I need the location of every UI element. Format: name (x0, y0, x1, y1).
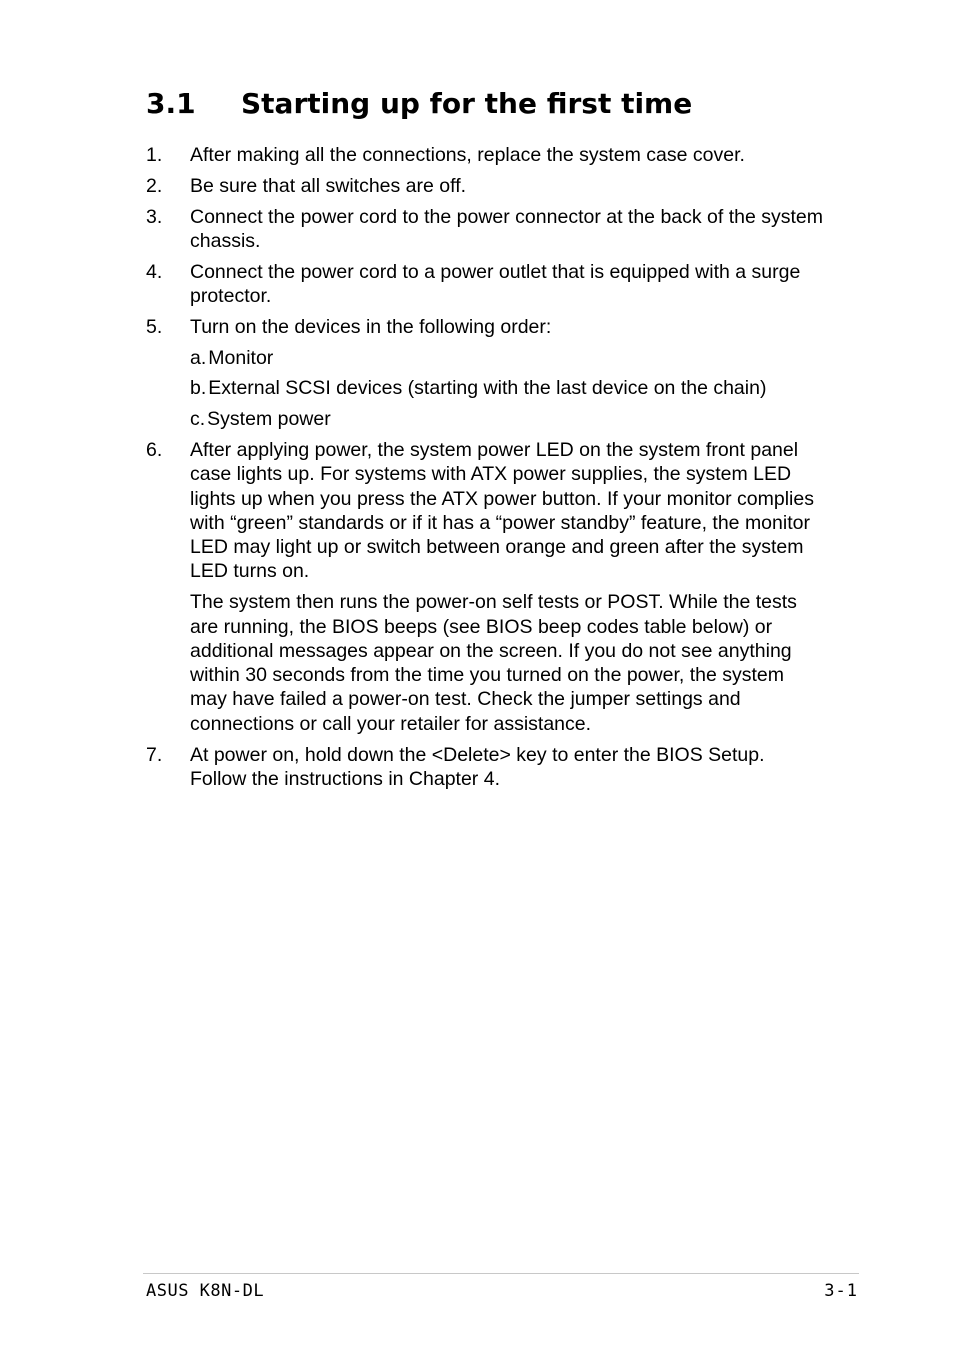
list-item (146, 174, 826, 198)
step-text: At power on, hold down the <Delete> key to enter the BIOS Setup. Follow the instructions in Chapter 4. (190, 743, 765, 790)
step-text-continued: The system then runs the power-on self tests or POST. While the tests are running, the BIOS beeps (see BIOS beep codes table below) or additional messages appear on the screen. If you do not see anything within 30 seconds from the time you turned on the power, the system may have failed a power-on test. Check the jumper settings and connections or call your retailer for assistance. (190, 591, 797, 735)
sub-item-text: External SCSI devices (starting with the last device on the chain) (208, 377, 767, 400)
sub-item-text: System power (207, 408, 331, 431)
step-text: After applying power, the system power LED on the system front panel case lights up. For systems with ATX power supplies, the system LED lights up when you press the ATX power button. If your monitor complies with “green” standards or if it has a “power standby” feature, the monitor LED may light up or switch between orange and green after the system LED turns on. (190, 438, 814, 583)
step-text: Connect the power cord to a power outlet that is equipped with a surge protector. (190, 260, 801, 307)
list-item (146, 315, 826, 339)
step-number: 3. (146, 205, 163, 228)
step-number: 2. (146, 174, 163, 197)
step-text: Turn on the devices in the following order: (190, 315, 552, 338)
list-item (146, 438, 826, 736)
sub-item-letter: c. (190, 408, 206, 431)
section-title: Starting up for the first time (241, 87, 693, 120)
footer-product-name: ASUS K8N-DL (146, 1281, 265, 1301)
list-item (146, 743, 826, 792)
sub-item (146, 346, 826, 370)
sub-item-letter: b. (190, 377, 207, 400)
sub-item (146, 407, 826, 431)
step-text: Connect the power cord to the power connector at the back of the system chassis. (190, 205, 824, 252)
steps-list (146, 143, 826, 798)
step-text: Be sure that all switches are off. (190, 174, 467, 197)
sub-item-text: Monitor (208, 346, 274, 369)
step-number: 4. (146, 260, 163, 283)
sub-item (146, 376, 826, 400)
footer-divider (143, 1273, 859, 1274)
list-item (146, 205, 826, 254)
section-number: 3.1 (146, 87, 196, 120)
step-number: 5. (146, 315, 163, 338)
step-number: 1. (146, 144, 163, 166)
section-heading (146, 84, 692, 124)
list-item (146, 260, 826, 309)
list-item (146, 143, 826, 167)
step-number: 7. (146, 743, 163, 766)
sub-item-letter: a. (190, 346, 207, 369)
step-text: After making all the connections, replace the system case cover. (190, 144, 745, 166)
footer-page-number: 3-1 (824, 1281, 858, 1301)
step-number: 6. (146, 438, 163, 461)
